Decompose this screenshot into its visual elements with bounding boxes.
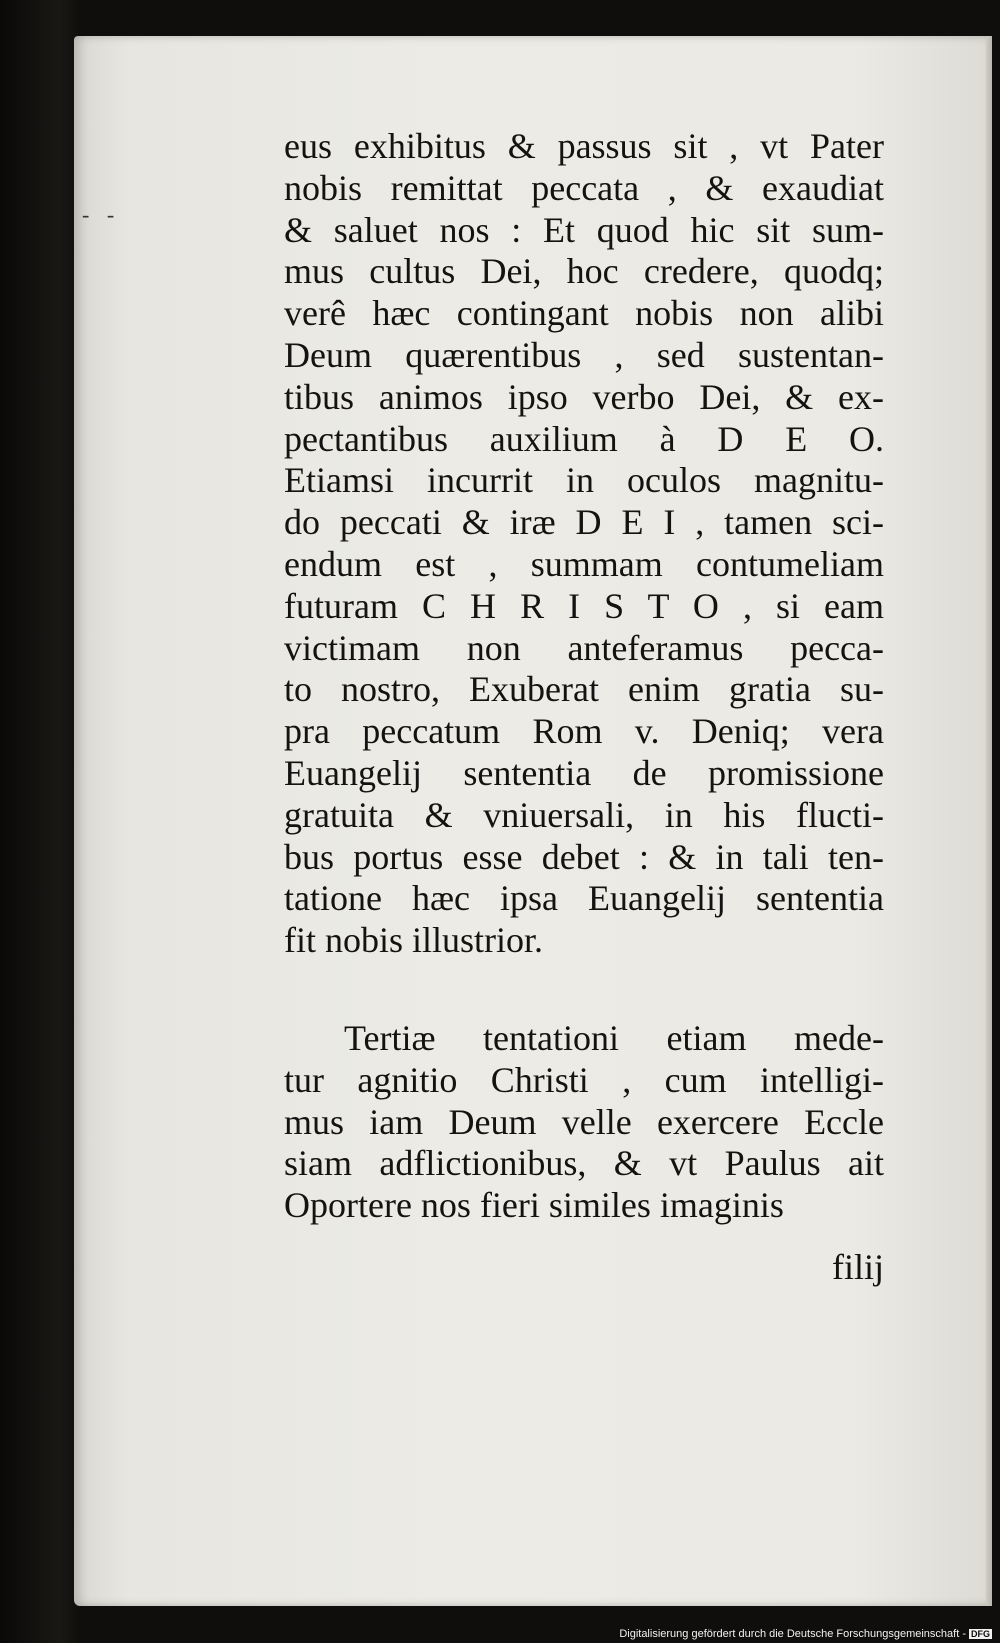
text-line: & saluet nos : Et quod hic sit sum- [284,209,884,250]
text-line: do peccati & iræ D E I , tamen sci- [284,502,884,543]
text-line: to nostro, Exuberat enim gratia su- [284,669,884,710]
dfg-logo: DFG [971,1629,990,1640]
paragraph-1 [284,126,884,962]
text-line: nobis remittat peccata , & exaudiat [284,167,884,208]
text-line: mus cultus Dei, hoc credere, quodq; [284,251,884,292]
text-line: bus portus esse debet : & in tali ten- [284,836,884,877]
text-line: tur agnitio Christi , cum intelligi- [284,1059,884,1100]
text-line: Euangelij sententia de promissione [284,752,884,793]
text-line: Etiamsi incurrit in oculos magnitu- [284,460,884,501]
text-line: victimam non anteferamus pecca- [284,627,884,668]
text-line: endum est , summam contumeliam [284,543,884,584]
text-line: pectantibus auxilium à D E O. [284,418,884,459]
text-line: Tertiæ tentationi etiam mede- [344,1017,884,1058]
text-line: Deum quærentibus , sed sustentan- [284,334,884,375]
text-line: tibus animos ipso verbo Dei, & ex- [284,376,884,417]
text-line: pra peccatum Rom v. Deniq; vera [284,711,884,752]
footer-credit [619,1628,992,1640]
footer-credit-text: Digitalisierung gefördert durch die Deutsche Forschungsgemeinschaft - [619,1628,966,1640]
margin-mark: - - [82,202,121,227]
catchword: filij [832,1247,884,1287]
paragraph-gap [284,962,884,1018]
paragraph-2 [284,1018,884,1227]
text-line: verê hæc contingant nobis non alibi [284,293,884,334]
text-line: siam adflictionibus, & vt Paulus ait [284,1143,884,1184]
text-block [284,126,884,1227]
text-line: fit nobis illustrior. [284,920,544,961]
text-line: futuram C H R I S T O , si eam [284,585,884,626]
page-edge [986,36,992,1606]
text-line: gratuita & vniuersali, in his flucti- [284,794,884,835]
text-line: eus exhibitus & passus sit , vt Pater [284,126,884,166]
text-line: tatione hæc ipsa Euangelij sententia [284,878,884,919]
text-line: mus iam Deum velle exercere Eccle [284,1101,884,1142]
text-line: Oportere nos fieri similes imaginis [284,1185,784,1226]
